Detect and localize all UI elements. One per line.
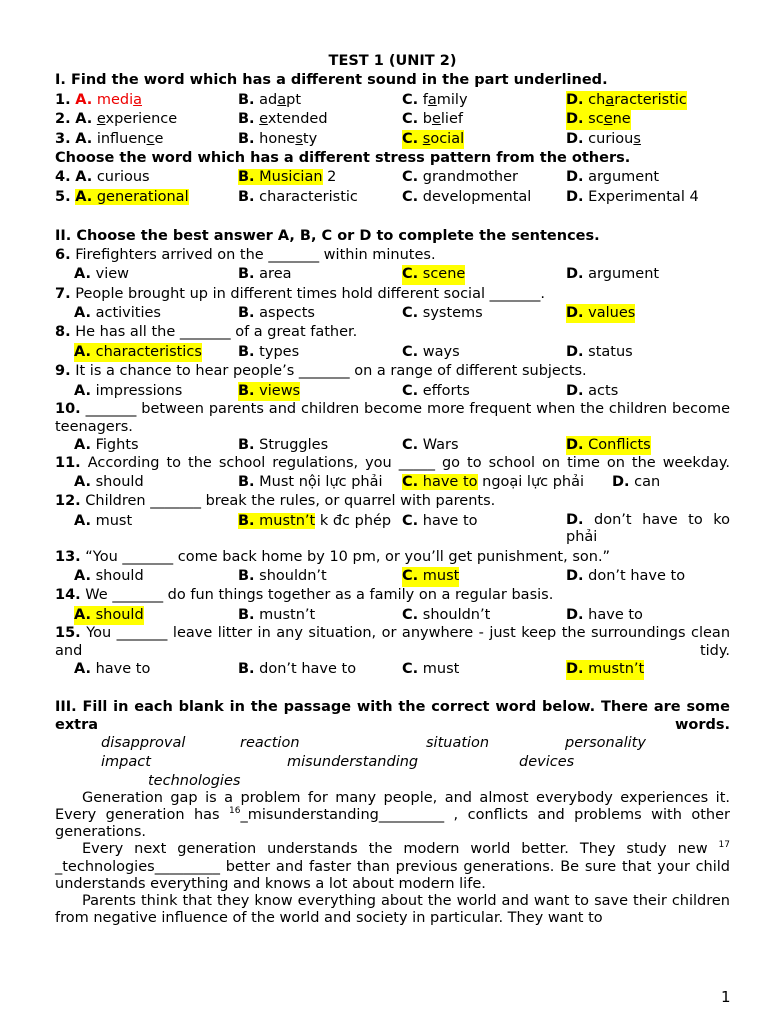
section-2-heading: II. Choose the best answer A, B, C or D to complete the sentences. bbox=[55, 227, 600, 244]
q11-option-a: A. should bbox=[74, 473, 144, 490]
passage-paragraph-3: Parents think that they know everything about the world and want to save their children from negative influence of the world and society in particular. They want to bbox=[55, 893, 730, 927]
section-1-heading: I. Find the word which has a different sound in the part underlined. bbox=[55, 72, 608, 89]
word-bank-item: technologies bbox=[148, 772, 241, 789]
q3-option-a: 3. A. influence bbox=[55, 130, 164, 147]
q15-option-b: B. don’t have to bbox=[238, 661, 357, 678]
q5-option-b: B. characteristic bbox=[238, 188, 358, 205]
question-2 bbox=[55, 110, 730, 129]
q8-option-c: C. ways bbox=[402, 343, 460, 360]
question-4 bbox=[55, 168, 730, 187]
q12-option-c: C. have to bbox=[402, 512, 478, 529]
q14-options bbox=[55, 606, 730, 625]
q13-option-a: A. should bbox=[74, 568, 144, 585]
q6-stem: 6. Firefighters arrived on the _______ within minutes. bbox=[55, 246, 436, 263]
q9-option-d: D. acts bbox=[566, 382, 619, 399]
word-bank-item: misunderstanding bbox=[287, 754, 419, 771]
q15-stem: 15. You _______ leave litter in any situation, or anywhere - just keep the surroundings clean and tidy. bbox=[55, 625, 731, 659]
q5-option-a: 5. A. generational bbox=[55, 188, 189, 205]
word-bank-item: disapproval bbox=[101, 735, 186, 752]
q10-stem: 10. _______ between parents and children become more frequent when the children become teenagers. bbox=[55, 401, 731, 435]
q6-option-c: C. scene bbox=[402, 265, 465, 284]
q8-option-a: A. characteristics bbox=[74, 343, 202, 362]
q3-option-c: C. social bbox=[402, 130, 464, 149]
word-bank-item: situation bbox=[426, 735, 490, 752]
q15-option-a: A. have to bbox=[74, 661, 151, 678]
word-bank-item: impact bbox=[101, 754, 151, 771]
q4-option-c: C. grandmother bbox=[402, 169, 518, 186]
word-bank-item: personality bbox=[565, 735, 646, 752]
q6-option-b: B. area bbox=[238, 266, 292, 283]
q14-option-a: A. should bbox=[74, 606, 144, 625]
q6-option-d: D. argument bbox=[566, 266, 660, 283]
q13-options bbox=[55, 567, 730, 586]
q5-option-c: C. developmental bbox=[402, 188, 532, 205]
q14-option-b: B. mustn’t bbox=[238, 606, 316, 623]
q12-option-b: B. mustn’t k đc phép bbox=[238, 512, 392, 529]
q3-option-d: D. curious bbox=[566, 130, 641, 147]
q15-option-d: D. mustn’t bbox=[566, 660, 644, 679]
q12-options bbox=[55, 511, 730, 545]
q2-option-a: 2. A. experience bbox=[55, 111, 178, 128]
q7-option-d: D. values bbox=[566, 304, 635, 323]
q12-stem: 12. Children _______ break the rules, or quarrel with parents. bbox=[55, 493, 496, 510]
question-1 bbox=[55, 91, 730, 110]
q4-option-d: D. argument bbox=[566, 169, 660, 186]
q8-options bbox=[55, 343, 730, 362]
q2-option-d: D. scene bbox=[566, 110, 631, 129]
q8-option-b: B. types bbox=[238, 343, 300, 360]
q9-option-a: A. impressions bbox=[74, 382, 183, 399]
word-bank-item: reaction bbox=[240, 735, 300, 752]
q11-options bbox=[55, 473, 730, 492]
page-number: 1 bbox=[721, 988, 731, 1006]
question-5 bbox=[55, 188, 730, 207]
passage-paragraph-1: Generation gap is a problem for many people, and almost everybody experiences it. Every generation has $^{16}$_misunderstanding_________ , conflicts and problems with other generations. bbox=[55, 789, 730, 841]
q13-option-d: D. don’t have to bbox=[566, 568, 686, 585]
question-3 bbox=[55, 130, 730, 149]
q10-options bbox=[55, 436, 730, 455]
q7-stem: 7. People brought up in different times hold different social _______. bbox=[55, 285, 545, 302]
word-bank-row-2 bbox=[55, 753, 730, 772]
test-title: TEST 1 (UNIT 2) bbox=[328, 53, 457, 69]
q15-option-c: C. must bbox=[402, 661, 460, 678]
q6-option-a: A. view bbox=[74, 266, 129, 283]
q1-option-a: 1. A. media bbox=[55, 91, 142, 108]
q9-stem: 9. It is a chance to hear people’s _______ on a range of different subjects. bbox=[55, 363, 587, 380]
q13-option-c: C. must bbox=[402, 567, 459, 586]
q10-option-b: B. Struggles bbox=[238, 437, 329, 454]
q9-option-c: C. efforts bbox=[402, 382, 470, 399]
q2-option-c: C. belief bbox=[402, 111, 463, 128]
q15-options bbox=[55, 660, 730, 679]
q5-option-d: D. Experimental 4 bbox=[566, 188, 699, 205]
q10-option-a: A. Fights bbox=[74, 437, 139, 454]
word-bank-row-1 bbox=[55, 734, 730, 753]
q6-options bbox=[55, 265, 730, 284]
section-3-heading: III. Fill in each blank in the passage with the correct word below. There are some extra words. bbox=[55, 699, 730, 733]
worksheet-page bbox=[55, 52, 730, 927]
q3-option-b: B. honesty bbox=[238, 130, 318, 147]
q10-option-c: C. Wars bbox=[402, 437, 459, 454]
q7-options bbox=[55, 304, 730, 323]
q12-option-d: D. don’t have to ko phải bbox=[566, 511, 730, 545]
q11-option-b: B. Must nội lực phải bbox=[238, 473, 383, 490]
q8-stem: 8. He has all the _______ of a great father. bbox=[55, 324, 358, 341]
q7-option-b: B. aspects bbox=[238, 305, 315, 322]
q1-option-b: B. adapt bbox=[238, 91, 302, 108]
q7-option-c: C. systems bbox=[402, 305, 483, 322]
q13-stem: 13. “You _______ come back home by 10 pm, or you’ll get punishment, son.” bbox=[55, 548, 611, 565]
word-bank-row-3 bbox=[55, 773, 730, 790]
passage-paragraph-2: Every next generation understands the modern world better. They study new $^{17}$ _technologies_________ better and faster than previous generations. Be sure that your child understands everything and knows a lot about modern life. bbox=[55, 840, 730, 892]
q14-stem: 14. We _______ do fun things together as a family on a regular basis. bbox=[55, 587, 554, 604]
q12-option-a: A. must bbox=[74, 512, 133, 529]
q10-option-d: D. Conflicts bbox=[566, 436, 651, 455]
q13-option-b: B. shouldn’t bbox=[238, 568, 327, 585]
q11-stem: 11. According to the school regulations, you _____ go to school on time on the weekday. bbox=[55, 455, 731, 472]
q1-option-d: D. characteristic bbox=[566, 91, 687, 110]
q11-option-c: C. have to ngoại lực phải bbox=[402, 473, 585, 490]
q14-option-c: C. shouldn’t bbox=[402, 606, 491, 623]
stress-heading: Choose the word which has a different stress pattern from the others. bbox=[55, 149, 631, 166]
q9-option-b: B. views bbox=[238, 382, 300, 401]
q14-option-d: D. have to bbox=[566, 606, 643, 623]
q4-option-a: 4. A. curious bbox=[55, 169, 150, 186]
q1-option-c: C. family bbox=[402, 91, 468, 108]
q9-options bbox=[55, 382, 730, 401]
q8-option-d: D. status bbox=[566, 343, 633, 360]
q7-option-a: A. activities bbox=[74, 305, 161, 322]
word-bank-item: devices bbox=[519, 754, 575, 771]
q2-option-b: B. extended bbox=[238, 111, 328, 128]
q4-option-b: B. Musician 2 bbox=[238, 169, 337, 186]
q11-option-d: D. can bbox=[612, 473, 661, 490]
